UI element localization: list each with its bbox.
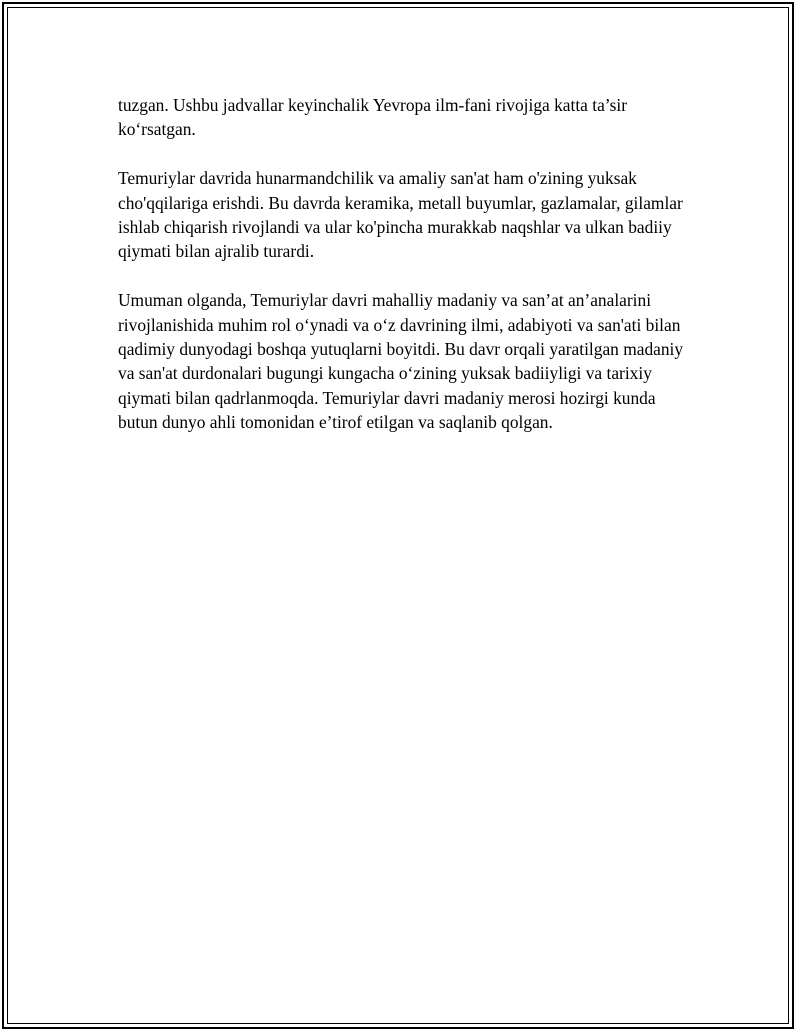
paragraph-2: Temuriylar davrida hunarmandchilik va amaliy san'at ham o'zining yuksak cho'qqilariga erishdi. Bu davrda keramika, metall buyumlar, gazlamalar, gilamlar ishlab chiqarish rivojlandi va ular ko'pincha murakkab naqshlar va ulkan badiiy qiymati bilan ajralib turardi. [118, 168, 683, 262]
paragraph-1: tuzgan. Ushbu jadvallar keyinchalik Yevropa ilm-fani rivojiga katta ta’sir ko‘rsatgan. [118, 95, 628, 140]
document-body [118, 93, 688, 459]
paragraph-3: Umuman olganda, Temuriylar davri mahalliy madaniy va san’at an’analarini rivojlanishida muhim rol o‘ynadi va o‘z davrining ilmi, adabiyoti va san'ati bilan qadimiy dunyodagi boshqa yutuqlarni boyitdi. Bu davr orqali yaratilgan madaniy va san'at durdonalari bugungi kungacha o‘zining yuksak badiiyligi va tarixiy qiymati bilan qadrlanmoqda. Temuriylar davri madaniy merosi hozirgi kunda butun dunyo ahli tomonidan e’tirof etilgan va saqlanib qolgan. [118, 290, 684, 433]
